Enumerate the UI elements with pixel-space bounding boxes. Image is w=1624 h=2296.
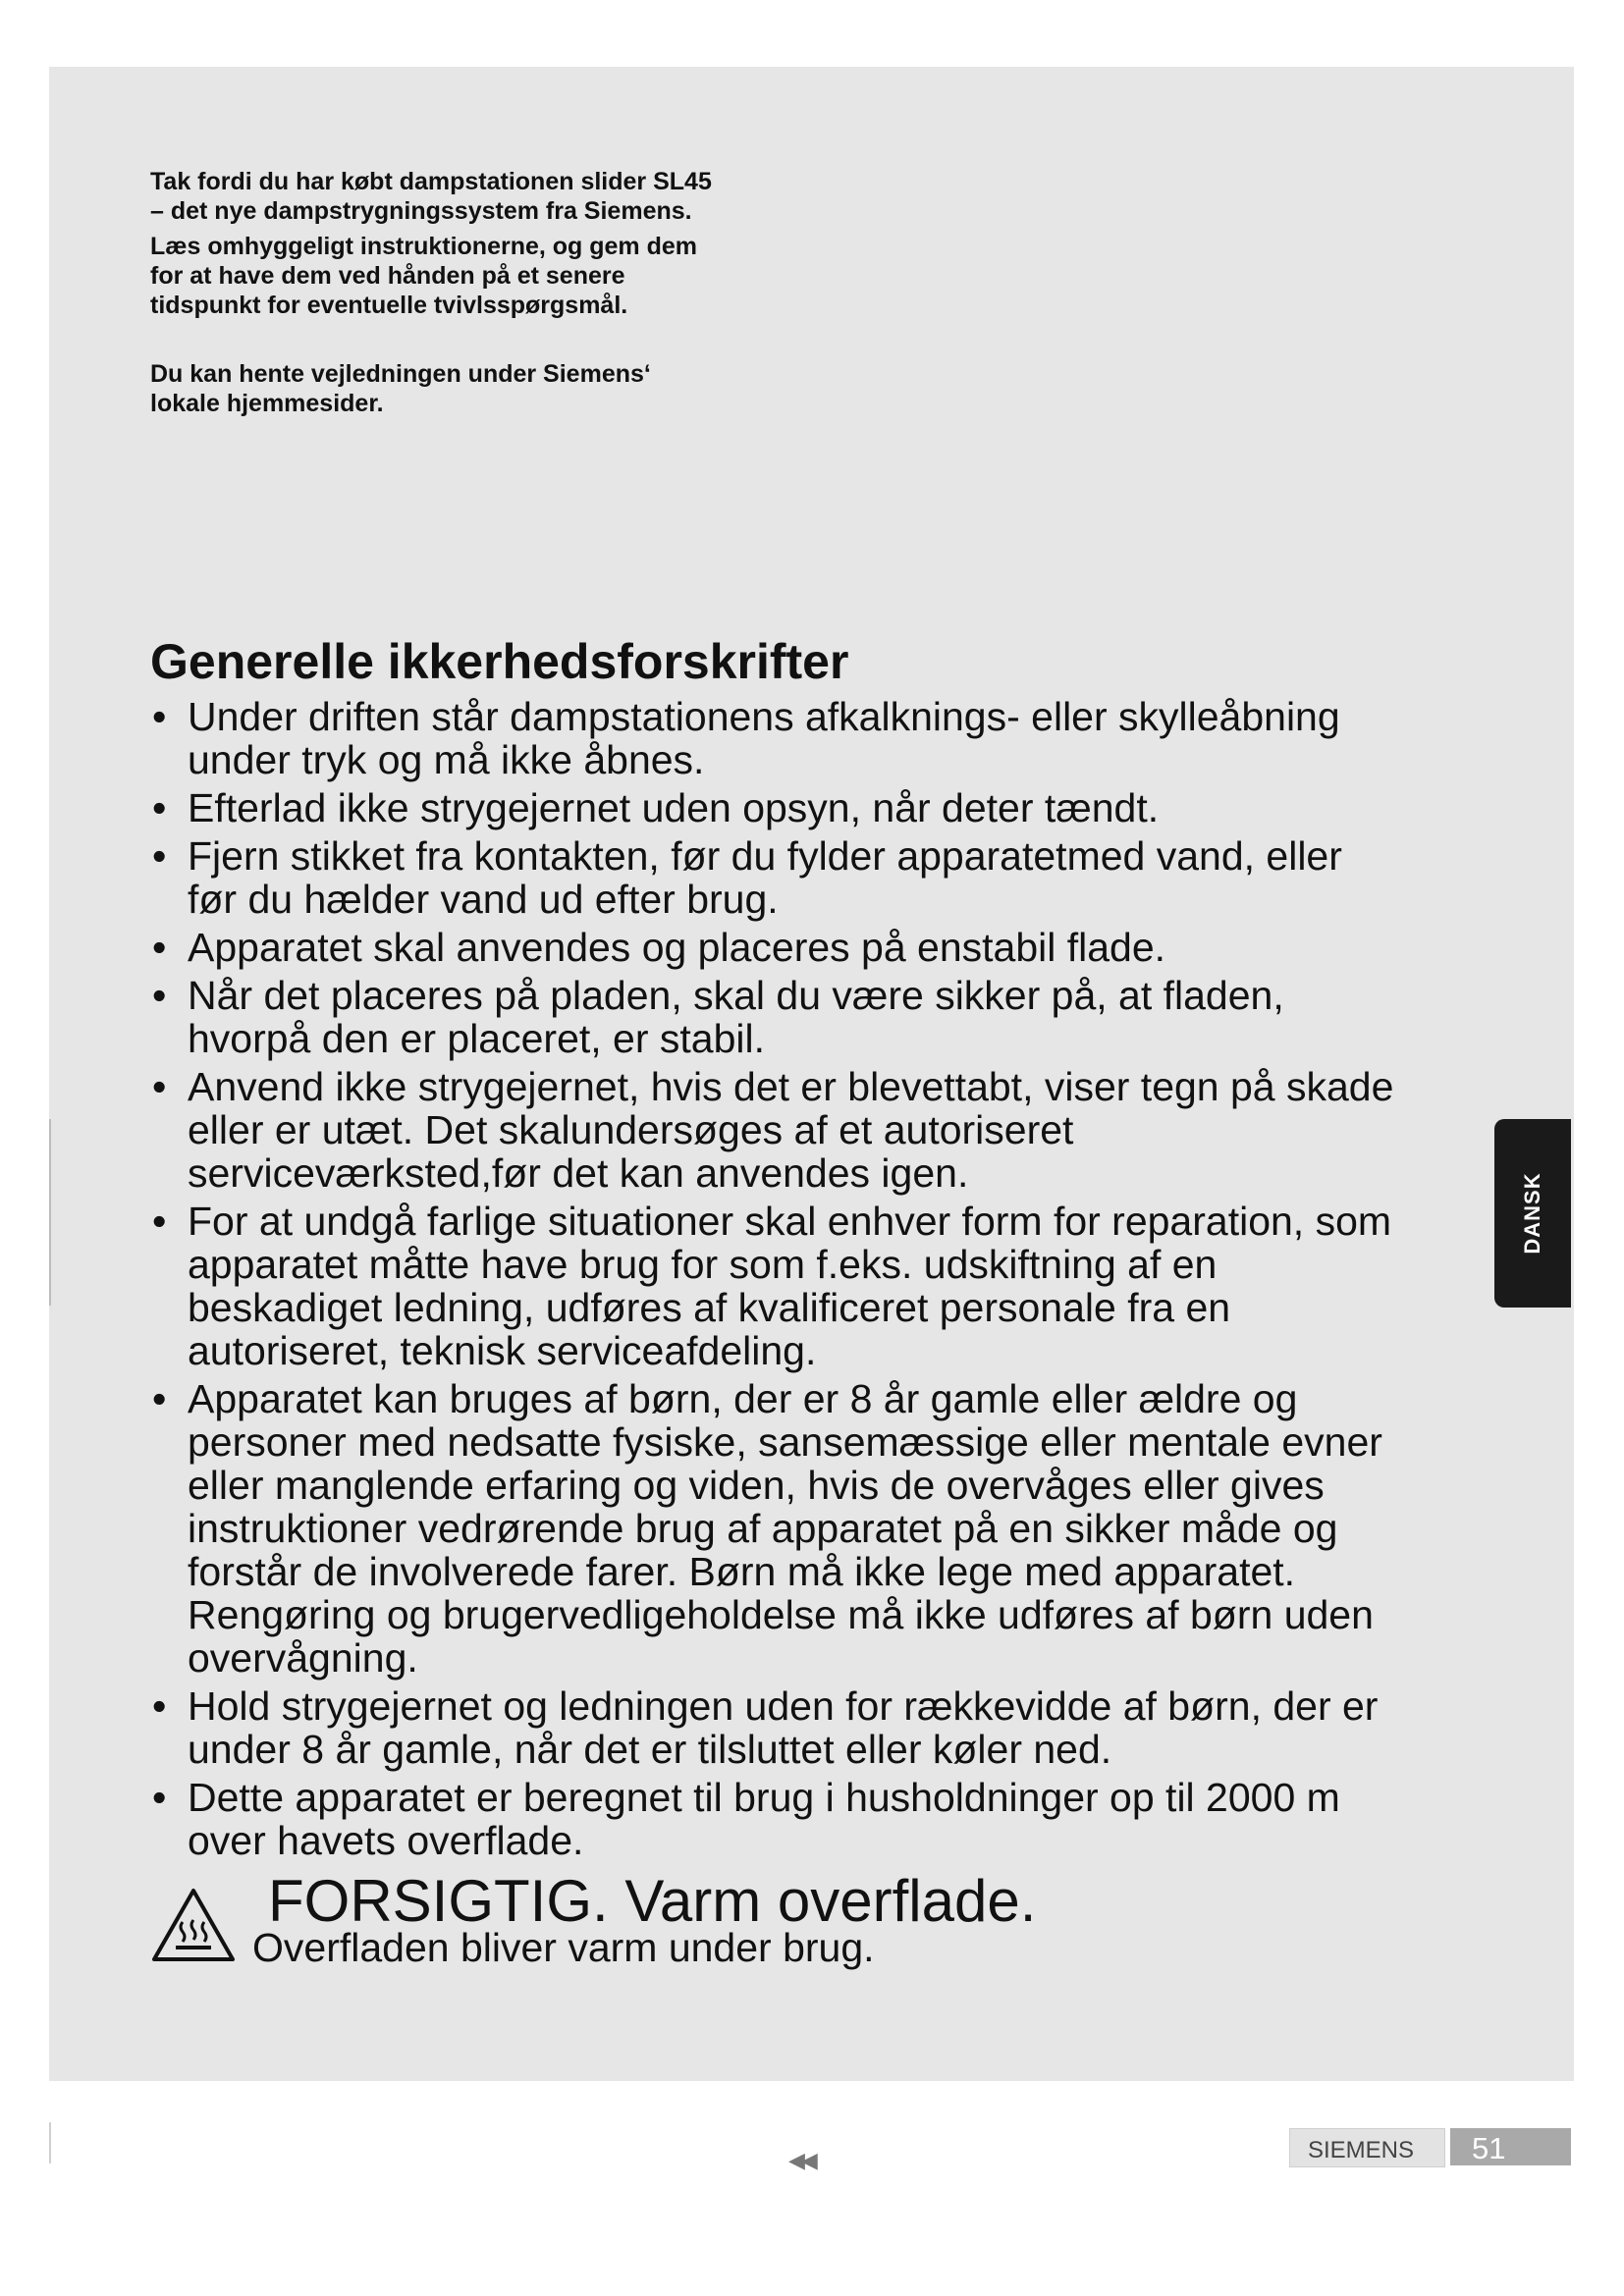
previous-page-arrows-icon: ◀◀ bbox=[788, 2148, 814, 2172]
hot-surface-warning-icon bbox=[150, 1887, 237, 1963]
intro-line: tidspunkt for eventuelle tvivlsspørgsmål. bbox=[150, 292, 628, 319]
list-item bbox=[150, 974, 1486, 1060]
left-margin-rule-footer bbox=[49, 2122, 51, 2163]
intro-paragraph-1 bbox=[150, 167, 838, 226]
intro-text bbox=[150, 167, 838, 424]
list-line: Hold strygejernet og ledningen uden for rækkevidde af børn, der er bbox=[188, 1683, 1379, 1729]
bullet: • bbox=[152, 973, 167, 1018]
list-line: Når det placeres på pladen, skal du være sikker på, at fladen, bbox=[188, 973, 1284, 1018]
page-number: 51 bbox=[1472, 2131, 1506, 2165]
list-item bbox=[150, 1776, 1486, 1862]
list-line: Rengøring og brugervedligeholdelse må ikke udføres af børn uden bbox=[188, 1592, 1374, 1637]
list-line: Fjern stikket fra kontakten, før du fylder apparatetmed vand, eller bbox=[188, 833, 1342, 879]
list-line: Anvend ikke strygejernet, hvis det er blevettabt, viser tegn på skade bbox=[188, 1064, 1394, 1109]
intro-paragraph-2 bbox=[150, 232, 838, 320]
page-number-box bbox=[1450, 2128, 1571, 2165]
list-line: overvågning. bbox=[188, 1635, 418, 1681]
list-line: apparatet måtte have brug for som f.eks. udskiftning af en bbox=[188, 1242, 1218, 1287]
intro-line: Tak fordi du har købt dampstationen slider SL45 bbox=[150, 168, 712, 195]
list-line: Apparatet skal anvendes og placeres på enstabil flade. bbox=[188, 925, 1166, 970]
language-tab bbox=[1494, 1119, 1571, 1308]
list-line: under 8 år gamle, når det er tilsluttet eller køler ned. bbox=[188, 1727, 1112, 1772]
list-line: For at undgå farlige situationer skal enhver form for reparation, som bbox=[188, 1199, 1392, 1244]
brand-name: SIEMENS bbox=[1308, 2137, 1415, 2163]
list-line: forstår de involverede farer. Børn må ikke lege med apparatet. bbox=[188, 1549, 1296, 1594]
list-item bbox=[150, 1200, 1486, 1372]
list-line: autoriseret, teknisk serviceafdeling. bbox=[188, 1328, 817, 1373]
list-line: eller er utæt. Det skalundersøges af et autoriseret bbox=[188, 1107, 1074, 1152]
bullet: • bbox=[152, 1775, 167, 1820]
bullet: • bbox=[152, 785, 167, 830]
list-item bbox=[150, 786, 1486, 829]
list-item bbox=[150, 926, 1486, 969]
list-line: serviceværksted,før det kan anvendes igen. bbox=[188, 1150, 969, 1196]
bullet: • bbox=[152, 1376, 167, 1421]
list-item bbox=[150, 1377, 1486, 1680]
intro-line: Læs omhyggeligt instruktionerne, og gem dem bbox=[150, 233, 698, 260]
intro-line: Du kan hente vejledningen under Siemens‘ bbox=[150, 360, 651, 388]
list-line: hvorpå den er placeret, er stabil. bbox=[188, 1016, 765, 1061]
warning-text: Overfladen bliver varm under brug. bbox=[252, 1925, 875, 1970]
language-tab-label: DANSK bbox=[1520, 1172, 1544, 1255]
list-line: instruktioner vedrørende brug af apparatet på en sikker måde og bbox=[188, 1506, 1338, 1551]
list-line: før du hælder vand ud efter brug. bbox=[188, 877, 779, 922]
brand-label-box bbox=[1289, 2128, 1445, 2167]
intro-line: for at have dem ved hånden på et senere bbox=[150, 262, 625, 290]
bullet: • bbox=[152, 694, 167, 739]
bullet: • bbox=[152, 833, 167, 879]
list-item bbox=[150, 1684, 1486, 1771]
bullet: • bbox=[152, 1683, 167, 1729]
bullet: • bbox=[152, 1064, 167, 1109]
list-line: Under driften står dampstationens afkalknings- eller skylleåbning bbox=[188, 694, 1340, 739]
list-line: under tryk og må ikke åbnes. bbox=[188, 737, 705, 782]
list-item bbox=[150, 834, 1486, 921]
bullet: • bbox=[152, 925, 167, 970]
intro-line: lokale hjemmesider. bbox=[150, 390, 384, 417]
section-title: Generelle ikkerhedsforskrifter bbox=[150, 634, 849, 689]
left-margin-rule bbox=[49, 1119, 51, 1306]
warning-title: FORSIGTIG. Varm overflade. bbox=[268, 1868, 1037, 1934]
list-line: personer med nedsatte fysiske, sansemæssige eller mentale evner bbox=[188, 1419, 1382, 1465]
list-item bbox=[150, 1065, 1486, 1195]
list-line: Efterlad ikke strygejernet uden opsyn, når deter tændt. bbox=[188, 785, 1160, 830]
safety-list bbox=[150, 695, 1486, 1867]
list-line: beskadiget ledning, udføres af kvalificeret personale fra en bbox=[188, 1285, 1231, 1330]
list-line: eller manglende erfaring og viden, hvis de overvåges eller gives bbox=[188, 1463, 1325, 1508]
list-item bbox=[150, 695, 1486, 781]
bullet: • bbox=[152, 1199, 167, 1244]
list-line: over havets overflade. bbox=[188, 1818, 584, 1863]
list-line: Dette apparatet er beregnet til brug i husholdninger op til 2000 m bbox=[188, 1775, 1340, 1820]
intro-paragraph-3 bbox=[150, 359, 838, 418]
list-line: Apparatet kan bruges af børn, der er 8 år gamle eller ældre og bbox=[188, 1376, 1298, 1421]
intro-line: – det nye dampstrygningssystem fra Siemens. bbox=[150, 197, 692, 225]
